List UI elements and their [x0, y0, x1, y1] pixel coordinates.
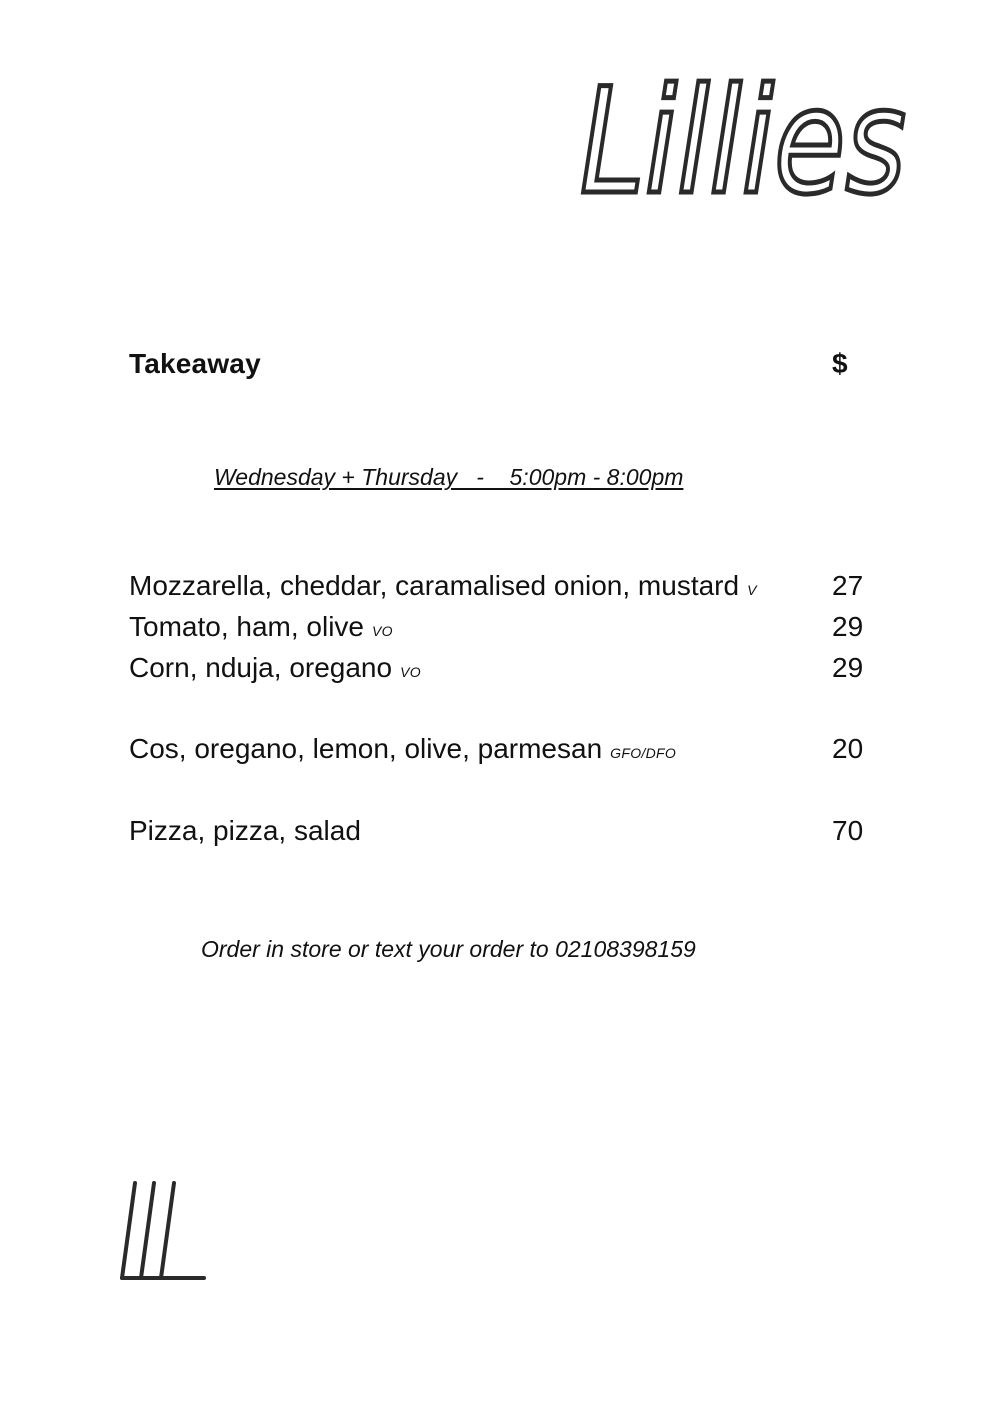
menu-item-name: Pizza, pizza, salad: [129, 815, 361, 846]
menu-item-price: 20: [832, 733, 864, 764]
brand-name: Lillies: [580, 57, 906, 227]
dietary-tag: V: [747, 582, 757, 598]
menu-item-name: Cos, oregano, lemon, olive, parmesan: [129, 733, 603, 764]
dietary-tag: VO: [400, 664, 421, 680]
menu-item: [129, 813, 869, 849]
menu-item: [129, 609, 869, 645]
menu-item: [129, 650, 869, 686]
menu-item-name: Tomato, ham, olive: [129, 611, 364, 642]
triple-stroke-logo-icon: [114, 1175, 214, 1290]
dietary-tag: GFO/DFO: [610, 745, 677, 761]
menu-item-name: Corn, nduja, oregano: [129, 652, 393, 683]
section-title: Takeaway: [129, 348, 261, 379]
menu-item: [129, 568, 869, 604]
menu-item-price: 27: [832, 570, 864, 601]
brand-logo: [578, 57, 918, 227]
opening-hours: Wednesday + Thursday - 5:00pm - 8:00pm: [214, 464, 684, 490]
menu-item-price: 29: [832, 611, 864, 642]
currency-symbol: $: [832, 348, 848, 379]
menu-item: [129, 731, 869, 767]
menu-item-price: 29: [832, 652, 864, 683]
menu-item-price: 70: [832, 815, 864, 846]
dietary-tag: VO: [372, 623, 393, 639]
order-note: Order in store or text your order to 02108398159: [201, 936, 696, 962]
menu-item-name: Mozzarella, cheddar, caramalised onion, mustard: [129, 570, 740, 601]
